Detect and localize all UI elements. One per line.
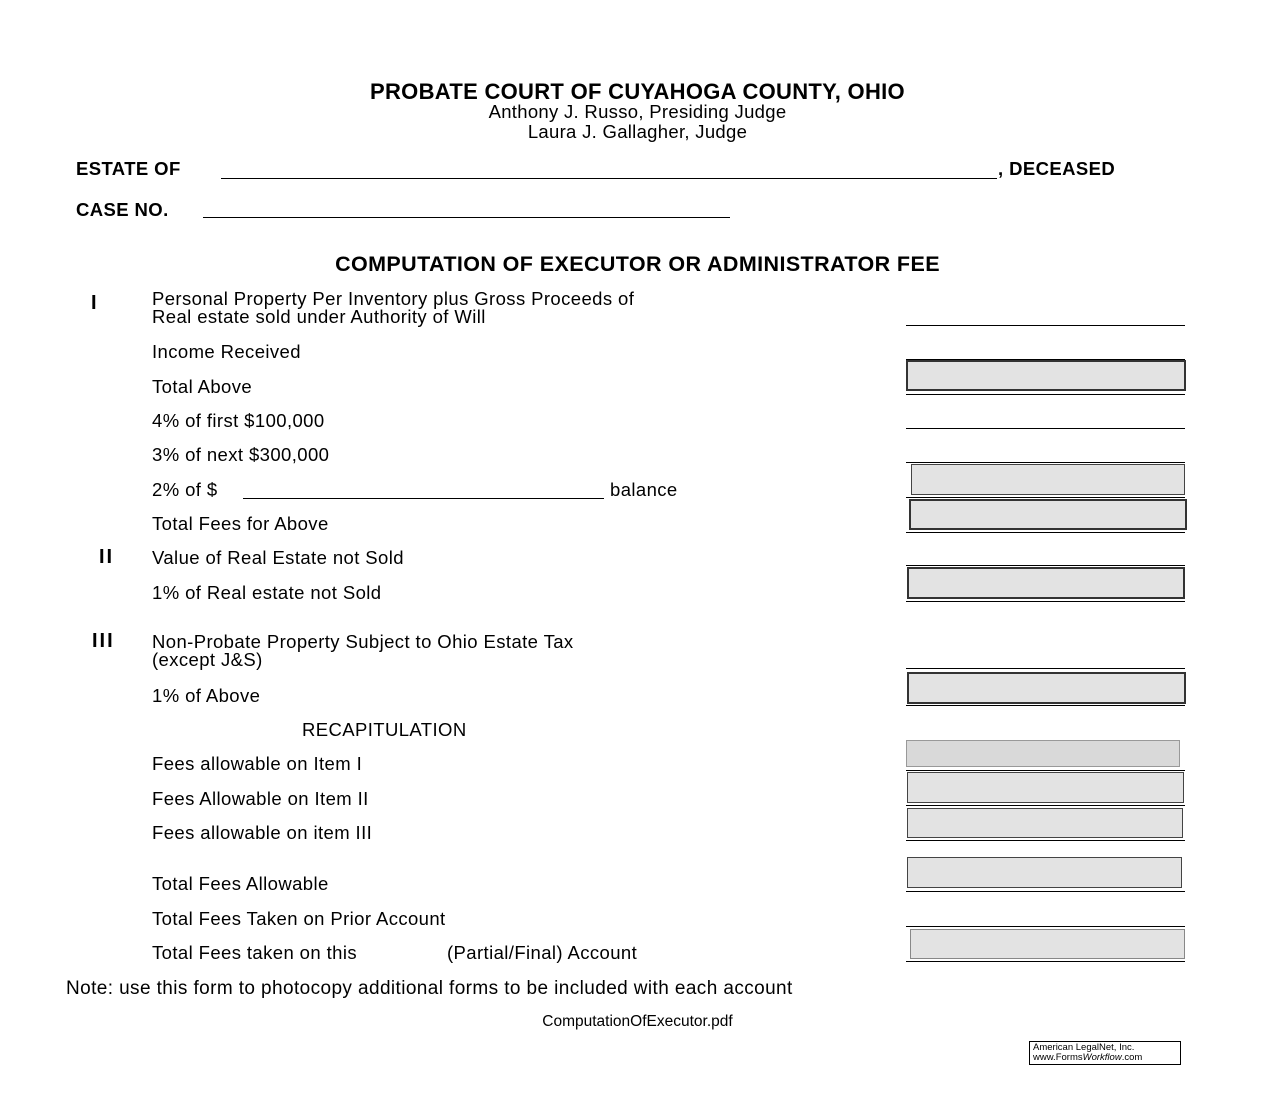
deceased-label: , DECEASED [998,158,1116,179]
note-text: Note: use this form to photocopy additional forms to be included with each account [66,978,793,999]
this-account-field[interactable] [910,929,1185,959]
total-fees-allowable-underline [906,891,1185,892]
personal-property-field[interactable] [906,325,1185,326]
court-title: PROBATE COURT OF CUYAHOGA COUNTY, OHIO [370,79,905,104]
fees-item3-underline [906,840,1185,841]
estate-name-field[interactable] [221,178,997,179]
case-no-label: CASE NO. [76,199,169,220]
real-estate-not-sold-field[interactable] [906,565,1185,566]
pct1-real-estate-underline [906,601,1185,602]
total-fees-allowable-label: Total Fees Allowable [152,873,329,894]
total-fees-allowable-field[interactable] [907,857,1182,888]
file-name: ComputationOfExecutor.pdf [542,1013,733,1030]
pct3-label: 3% of next $300,000 [152,444,330,465]
pct1-above-underline [906,705,1185,706]
pct1-above-label: 1% of Above [152,685,261,706]
pct3-field[interactable] [906,462,1185,463]
section-1-heading-line1: Personal Property Per Inventory plus Gross Proceeds of [152,288,635,309]
logo-line2 [1033,1053,1177,1063]
income-received-label: Income Received [152,341,301,362]
judge: Laura J. Gallagher, Judge [527,121,748,142]
pct1-real-estate-field[interactable] [907,567,1185,599]
presiding-judge: Anthony J. Russo, Presiding Judge [488,101,787,122]
pct1-above-field[interactable] [907,672,1186,704]
logo-line2-a: www.Forms [1033,1052,1083,1063]
pct2-label: 2% of $ [152,479,218,500]
fees-item2-label: Fees Allowable on Item II [152,788,369,809]
logo-line2-b: Workflow [1082,1052,1122,1063]
american-legalnet-logo [1029,1041,1181,1065]
total-fees-above-label: Total Fees for Above [152,513,329,534]
section-3-numeral: III [92,630,115,652]
real-estate-not-sold-label: Value of Real Estate not Sold [152,547,404,568]
total-fees-above-underline [906,532,1185,533]
non-probate-line1: Non-Probate Property Subject to Ohio Estate Tax [152,631,574,652]
form-title: COMPUTATION OF EXECUTOR OR ADMINISTRATOR FEE [335,252,940,276]
fees-item2-underline [906,805,1185,806]
pct4-label: 4% of first $100,000 [152,410,325,431]
fees-item3-label: Fees allowable on item III [152,822,373,843]
this-account-label: Total Fees taken on this [152,942,357,963]
pct2-field[interactable] [911,464,1185,495]
fees-item1-label: Fees allowable on Item I [152,753,363,774]
total-above-field[interactable] [906,360,1186,391]
fees-item1-underline [906,770,1185,771]
non-probate-field[interactable] [906,668,1185,669]
non-probate-line2: (except J&S) [152,649,263,670]
pct2-balance-amount-field[interactable] [243,498,604,499]
partial-final-label: (Partial/Final) Account [447,942,638,963]
fees-item3-field[interactable] [907,808,1183,838]
section-1-numeral: I [91,292,99,314]
section-1-heading-line2: Real estate sold under Authority of Will [152,306,486,327]
total-above-underline [906,394,1185,395]
pct2-underline [906,497,1185,498]
logo-line2-c: .com [1121,1052,1143,1063]
this-account-underline [906,961,1185,962]
prior-account-field[interactable] [906,926,1185,927]
fees-item1-field[interactable] [906,740,1180,767]
total-above-label: Total Above [152,376,253,397]
pct2-balance-label: balance [610,479,678,500]
pct4-field[interactable] [906,428,1185,429]
fees-item2-field[interactable] [907,772,1184,803]
total-fees-above-field[interactable] [909,499,1187,530]
recapitulation-heading: RECAPITULATION [302,719,467,740]
estate-label: ESTATE OF [76,158,181,179]
section-2-numeral: II [99,546,115,568]
case-no-field[interactable] [203,217,730,218]
prior-account-label: Total Fees Taken on Prior Account [152,908,446,929]
pct1-real-estate-label: 1% of Real estate not Sold [152,582,382,603]
logo-line1: American LegalNet, Inc. [1033,1042,1135,1053]
